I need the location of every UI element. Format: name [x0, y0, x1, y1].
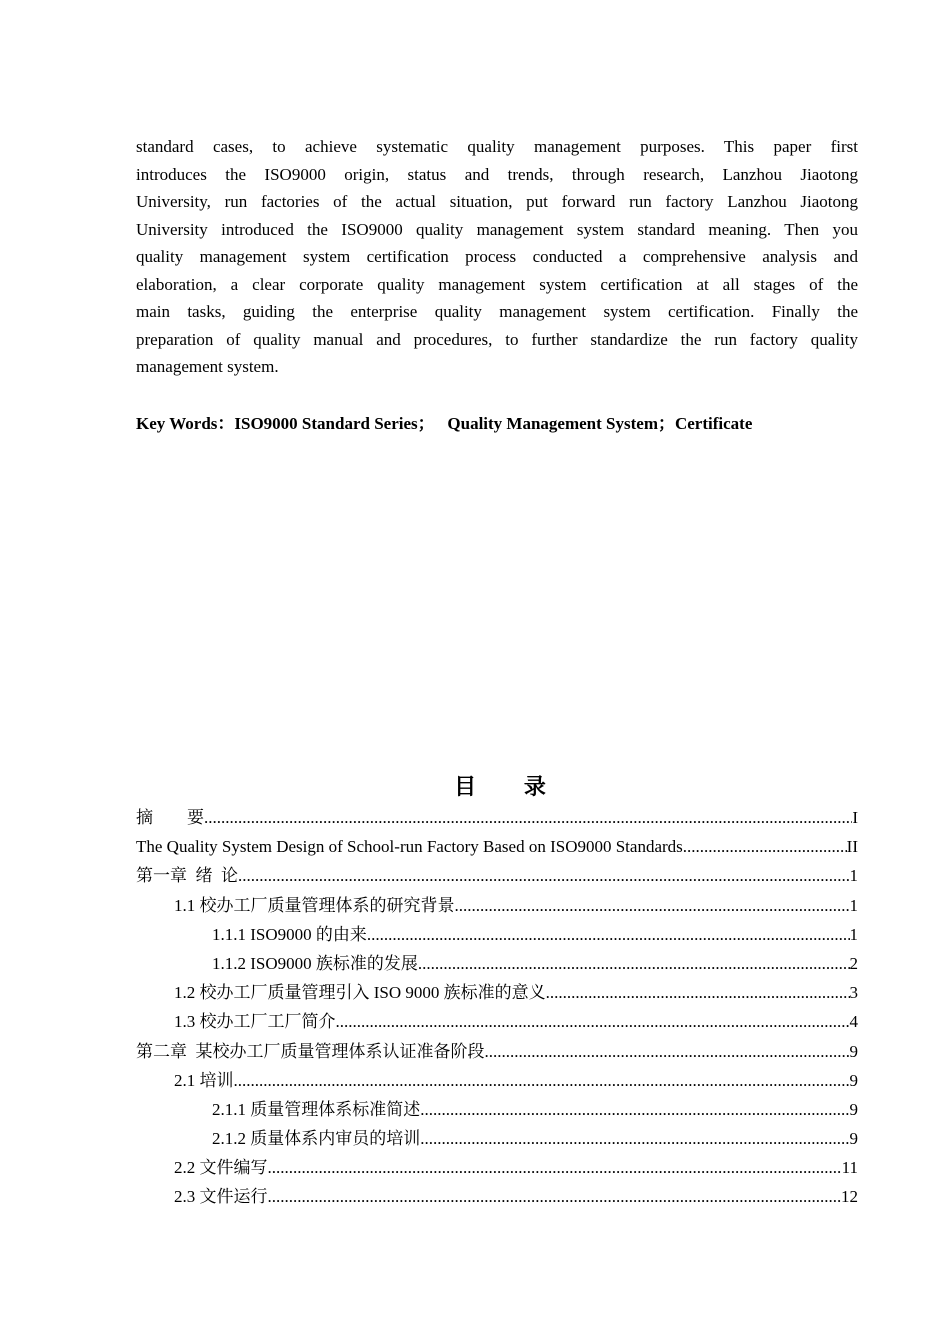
toc-leader-dots: [336, 1007, 850, 1036]
toc-entry[interactable]: [136, 861, 858, 890]
abstract-line: preparation of quality manual and procedures, to further standardize the run factory quality: [136, 329, 858, 349]
abstract-line: introduces the ISO9000 origin, status and trends, through research, Lanzhou Jiaotong: [136, 164, 858, 184]
abstract-line: University introduced the ISO9000 quality management system standard meaning. Then you: [136, 219, 858, 239]
toc-entry-page: I: [852, 808, 858, 827]
toc-leader-dots: [268, 1153, 842, 1182]
toc-entry-title: 1.1 校办工厂质量管理体系的研究背景: [174, 895, 455, 915]
toc-entry-title: The Quality System Design of School-run Factory Based on ISO9000 Standards: [136, 837, 683, 857]
toc-entry-page: 1: [849, 924, 858, 944]
toc-entry-title: 1.1.2 ISO9000 族标准的发展: [212, 953, 418, 973]
toc-entry-title: 摘 要: [136, 808, 204, 827]
toc-entry[interactable]: [136, 1153, 858, 1182]
abstract-line: University, run factories of the actual situation, put forward run factory Lanzhou Jiaotong: [136, 192, 858, 211]
toc-leader-dots: [546, 978, 850, 1007]
abstract-paragraph: [136, 133, 858, 381]
toc-entry[interactable]: [136, 978, 858, 1007]
abstract-line: main tasks, guiding the enterprise quality management system certification. Finally the: [136, 302, 858, 321]
toc-entry-page: 9: [849, 1041, 858, 1061]
toc-leader-dots: [420, 1124, 849, 1153]
toc-entry[interactable]: [136, 891, 858, 920]
toc-leader-dots: [238, 861, 850, 890]
toc-entry-page: 1: [849, 866, 858, 886]
toc-leader-dots: [418, 949, 850, 978]
toc-leader-dots: [683, 832, 847, 861]
toc-entry-title: 1.2 校办工厂质量管理引入 ISO 9000 族标准的意义: [174, 983, 546, 1003]
toc-entry-page: 1: [849, 895, 858, 915]
toc-leader-dots: [204, 803, 852, 832]
toc-leader-dots: [420, 1095, 849, 1124]
toc-entry-title: 2.1.2 质量体系内审员的培训: [212, 1129, 421, 1149]
keywords: Key Words：ISO9000 Standard Series； Quality Management System；Certificate: [136, 414, 753, 433]
toc-entry-title: 2.1.1 质量管理体系标准简述: [212, 1099, 421, 1119]
abstract-line: elaboration, a clear corporate quality management system certification at all stages of the: [136, 274, 858, 294]
toc-entry[interactable]: [136, 1007, 858, 1036]
toc-entry[interactable]: [136, 1182, 858, 1211]
toc-entry[interactable]: [136, 1066, 858, 1095]
toc-entry-title: 第二章 某校办工厂质量管理体系认证准备阶段: [136, 1041, 485, 1061]
toc-entry[interactable]: [136, 1037, 858, 1066]
toc-entry-page: 3: [849, 983, 858, 1003]
toc-entry[interactable]: [136, 949, 858, 978]
toc-entry-title: 2.1 培训: [174, 1070, 234, 1090]
toc-entry[interactable]: [136, 1095, 858, 1124]
toc-entry-title: 2.2 文件编写: [174, 1158, 268, 1178]
abstract-line: standard cases, to achieve systematic quality management purposes. This paper first: [136, 137, 858, 156]
toc-entry-title: 1.1.1 ISO9000 的由来: [212, 924, 367, 944]
toc-entry-page: II: [846, 837, 858, 857]
toc-entry-page: 9: [849, 1099, 858, 1119]
toc-leader-dots: [485, 1037, 850, 1066]
toc-entry-page: 9: [849, 1129, 858, 1149]
toc-entry[interactable]: [136, 920, 858, 949]
toc-entry[interactable]: [136, 803, 858, 832]
abstract-line: quality management system certification process conducted a comprehensive analysis and: [136, 247, 858, 266]
toc-entry[interactable]: [136, 832, 858, 861]
toc-entry[interactable]: [136, 1124, 858, 1153]
toc-entry-page: 12: [841, 1187, 858, 1207]
toc-entry-page: 2: [849, 953, 858, 973]
table-of-contents: [136, 803, 858, 1212]
toc-entry-title: 2.3 文件运行: [174, 1187, 268, 1207]
toc-title: 目 录: [454, 775, 546, 800]
toc-leader-dots: [367, 920, 850, 949]
toc-entry-page: 9: [849, 1070, 858, 1090]
toc-entry-page: 11: [841, 1158, 858, 1178]
toc-leader-dots: [268, 1182, 842, 1211]
toc-entry-page: 4: [849, 1012, 858, 1032]
toc-leader-dots: [455, 891, 850, 920]
toc-entry-title: 1.3 校办工厂工厂简介: [174, 1012, 336, 1032]
toc-entry-title: 第一章 绪 论: [136, 866, 238, 886]
abstract-line: management system.: [136, 357, 279, 376]
toc-leader-dots: [234, 1066, 850, 1095]
